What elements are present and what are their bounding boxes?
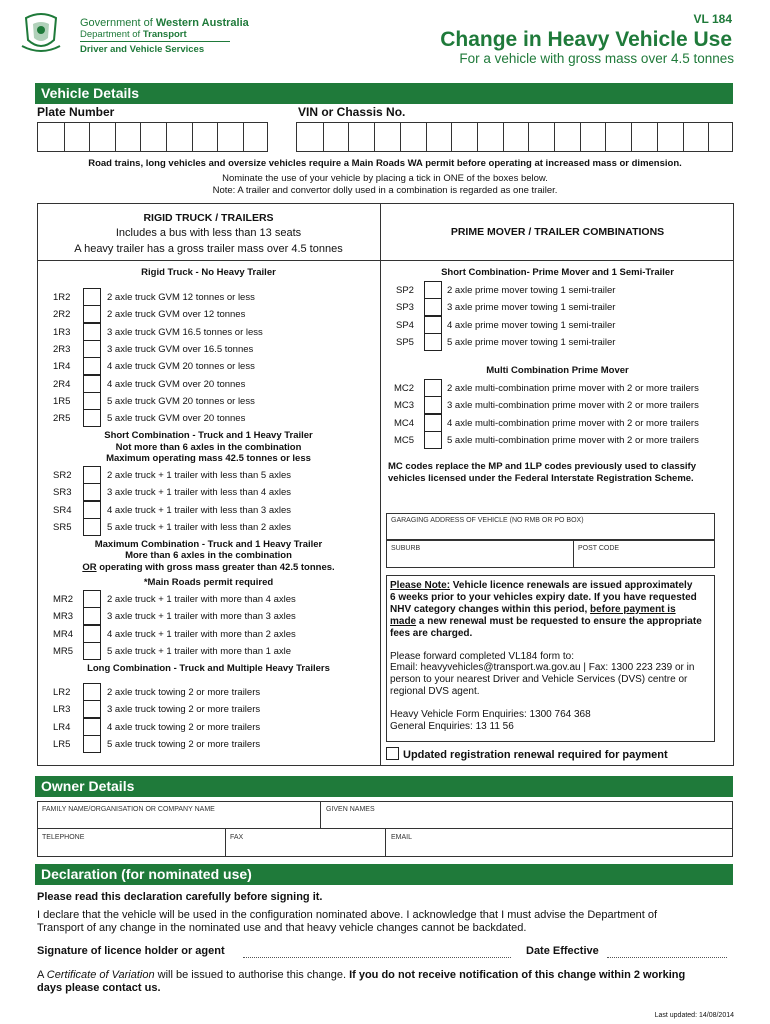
fax-field[interactable] (225, 828, 386, 857)
option-checkbox[interactable] (83, 305, 101, 323)
option-code: 1R4 (53, 361, 71, 373)
option-label: 2 axle truck + 1 trailer with less than 5 axles (107, 470, 292, 481)
telephone-label: TELEPHONE (42, 834, 85, 841)
vehicle-details-heading: Vehicle Details (35, 83, 733, 104)
option-label: 2 axle truck + 1 trailer with more than 4 axles (107, 594, 296, 605)
option-checkbox[interactable] (83, 518, 101, 536)
suburb-label: SUBURB (391, 545, 421, 552)
option-label: 4 axle truck + 1 trailer with more than 2 axles (107, 628, 296, 640)
option-code: 1R3 (53, 326, 71, 338)
plate-number-label: Plate Number (37, 105, 115, 119)
option-label: 3 axle truck towing 2 or more trailers (107, 704, 261, 716)
option-code: MC4 (394, 417, 415, 429)
option-label: 4 axle truck towing 2 or more trailers (107, 721, 261, 733)
garaging-address-field[interactable] (386, 513, 715, 540)
option-code: SR5 (53, 521, 72, 533)
char-cell (115, 123, 116, 151)
last-updated: Last updated: 14/08/2014 (654, 1012, 734, 1019)
option-code: SP3 (396, 302, 414, 314)
char-cell (580, 123, 581, 151)
option-code: SR4 (53, 504, 72, 516)
option-checkbox[interactable] (83, 607, 101, 625)
enquiries-line-2: General Enquiries: 13 11 56 (390, 721, 514, 732)
prime-group2-title: Multi Combination Prime Mover (486, 365, 629, 376)
signature-label: Signature of licence holder or agent (37, 945, 225, 957)
signature-line[interactable] (243, 957, 511, 958)
rigid-group3-title-3 (37, 562, 380, 573)
rigid-group3-title-2: More than 6 axles in the combination (125, 550, 292, 561)
option-checkbox[interactable] (424, 298, 442, 316)
option-checkbox[interactable] (83, 501, 101, 519)
char-cell (323, 123, 324, 151)
option-checkbox[interactable] (424, 281, 442, 299)
forward-line-3: person to your nearest Driver and Vehicle Services (DVS) centre or (390, 674, 688, 685)
option-checkbox[interactable] (83, 323, 101, 341)
option-label: 5 axle multi-combination prime mover with 2 or more trailers (447, 434, 699, 446)
notice-line-1 (390, 580, 710, 592)
rigid-group3-title-1: Maximum Combination - Truck and 1 Heavy Trailer (94, 539, 323, 550)
option-code: 2R4 (53, 378, 71, 390)
renewal-checkbox[interactable] (386, 747, 399, 760)
char-cell (683, 123, 684, 151)
char-cell (140, 123, 141, 151)
char-cell (451, 123, 452, 151)
date-effective-line[interactable] (607, 957, 727, 958)
renewal-label: Updated registration renewal required for payment (403, 749, 668, 761)
rigid-title: RIGID TRUCK / TRAILERS (143, 212, 274, 224)
option-checkbox[interactable] (83, 718, 101, 736)
rigid-group2-title-3: Maximum operating mass 42.5 tonnes or less (106, 453, 311, 464)
rigid-group2-title-2: Not more than 6 axles in the combination (115, 442, 302, 453)
please-note: Please Note: (390, 580, 451, 591)
given-names-field[interactable] (320, 801, 733, 829)
char-cell (554, 123, 555, 151)
option-checkbox[interactable] (83, 357, 101, 375)
cert-bold-1: If you do not receive notification of this change within 2 working (349, 969, 686, 981)
option-label: 3 axle prime mover towing 1 semi-trailer (447, 302, 616, 314)
char-cell (348, 123, 349, 151)
char-cell (166, 123, 167, 151)
rigid-sub-2: A heavy trailer has a gross trailer mass over 4.5 tonnes (74, 243, 343, 255)
option-code: SR3 (53, 487, 72, 499)
notice-l3b: before payment is (590, 604, 676, 615)
panel-column-divider (380, 203, 381, 766)
owner-details-heading: Owner Details (35, 776, 733, 797)
dept-text: Department of (80, 29, 143, 40)
form-code: VL 184 (693, 12, 732, 26)
gov-line (80, 17, 249, 29)
option-label: 3 axle truck GVM over 16.5 tonnes (107, 343, 254, 355)
notice-line-5: fees are charged. (390, 628, 473, 639)
option-label: 4 axle truck GVM over 20 tonnes (107, 378, 246, 390)
rigid-group3-title-4: *Main Roads permit required (143, 577, 274, 588)
family-name-label: FAMILY NAME/ORGANISATION OR COMPANY NAME (42, 806, 215, 813)
option-checkbox[interactable] (83, 375, 101, 393)
email-label: EMAIL (391, 834, 413, 841)
option-checkbox[interactable] (83, 683, 101, 701)
option-code: LR4 (53, 721, 71, 733)
form-title: Change in Heavy Vehicle Use (440, 28, 732, 51)
option-label: 3 axle truck + 1 trailer with less than 4 axles (107, 487, 292, 499)
char-cell (243, 123, 244, 151)
option-checkbox[interactable] (424, 431, 442, 449)
mc-note-2: vehicles licensed under the Federal Interstate Registration Scheme. (388, 473, 694, 484)
declaration-text-1: I declare that the vehicle will be used in the configuration nominated above. I acknowledge that I must advise the Department of (37, 909, 658, 921)
dvs-name: Driver and Vehicle Services (80, 44, 205, 55)
option-checkbox[interactable] (424, 379, 442, 397)
option-checkbox[interactable] (424, 316, 442, 334)
notice-l1b: Vehicle licence renewals are issued approximately (450, 580, 693, 591)
option-checkbox[interactable] (83, 590, 101, 608)
option-label: 4 axle prime mover towing 1 semi-trailer (447, 319, 616, 331)
char-cell (657, 123, 658, 151)
notice-l4b: a new renewal must be requested to ensure the appropriate (416, 616, 702, 627)
mc-note-1: MC codes replace the MP and 1LP codes previously used to classify (388, 461, 696, 472)
option-code: SR2 (53, 470, 72, 481)
option-code: 1R5 (53, 395, 71, 407)
option-label: 3 axle multi-combination prime mover with 2 or more trailers (447, 400, 699, 412)
certificate-line-1 (37, 969, 685, 981)
option-code: MC5 (394, 434, 415, 446)
option-checkbox[interactable] (83, 735, 101, 753)
option-code: 2R3 (53, 343, 71, 355)
vin-label: VIN or Chassis No. (298, 105, 406, 119)
intro-line-2: Nominate the use of your vehicle by placing a tick in ONE of the boxes below. (222, 173, 548, 184)
notice-l4a: made (390, 616, 417, 627)
option-label: 2 axle truck towing 2 or more trailers (107, 687, 261, 698)
dept-bold: Transport (142, 29, 187, 40)
option-checkbox[interactable] (83, 483, 101, 501)
postcode-field[interactable] (573, 540, 715, 568)
declaration-read: Please read this declaration carefully before signing it. (37, 891, 323, 903)
char-cell (605, 123, 606, 151)
option-label: 3 axle truck GVM 16.5 tonnes or less (107, 326, 263, 338)
option-checkbox[interactable] (83, 392, 101, 410)
garaging-address-label: GARAGING ADDRESS OF VEHICLE (NO RMB OR PO BOX) (391, 517, 584, 524)
telephone-field[interactable] (37, 828, 226, 857)
option-code: LR2 (53, 687, 71, 698)
gov-text: Government of (80, 17, 156, 29)
rigid-group1-title: Rigid Truck - No Heavy Trailer (141, 267, 276, 278)
postcode-label: POST CODE (578, 545, 620, 552)
option-code: MC3 (394, 400, 415, 412)
option-code: 2R2 (53, 309, 71, 321)
notice-line-4 (390, 616, 702, 628)
char-cell (503, 123, 504, 151)
date-effective-label: Date Effective (526, 945, 599, 957)
option-code: MR4 (53, 628, 74, 640)
char-cell (528, 123, 529, 151)
option-checkbox[interactable] (83, 700, 101, 718)
notice-l3a: NHV category changes within this period, (390, 604, 591, 615)
fax-label: FAX (230, 834, 244, 841)
cert-a: A (37, 969, 47, 981)
option-label: 5 axle prime mover towing 1 semi-trailer (447, 336, 616, 348)
prime-title: PRIME MOVER / TRAILER COMBINATIONS (450, 226, 665, 238)
option-code: SP4 (396, 319, 414, 331)
option-label: 5 axle truck + 1 trailer with less than 2 axles (107, 521, 292, 533)
wa-crest-logo (18, 10, 64, 54)
option-code: LR5 (53, 738, 71, 750)
option-checkbox[interactable] (424, 333, 442, 351)
char-cell (477, 123, 478, 151)
declaration-heading: Declaration (for nominated use) (35, 864, 733, 885)
option-label: 5 axle truck GVM over 20 tonnes (107, 413, 246, 425)
or-underlined: OR (82, 562, 97, 573)
option-code: 2R5 (53, 413, 71, 425)
header-rule (80, 41, 230, 42)
intro-line-1: Road trains, long vehicles and oversize vehicles require a Main Roads WA permit before operating at increased mass or dimension. (88, 158, 682, 169)
enquiries-line-1: Heavy Vehicle Form Enquiries: 1300 764 368 (390, 709, 591, 720)
option-code: LR3 (53, 704, 71, 716)
option-code: MR2 (53, 594, 74, 605)
forward-line-4: regional DVS agent. (390, 686, 480, 697)
option-code: MC2 (394, 383, 415, 394)
option-label: 4 axle truck + 1 trailer with less than 3 axles (107, 504, 292, 516)
option-checkbox[interactable] (83, 625, 101, 643)
rigid-group4-title: Long Combination - Truck and Multiple Heavy Trailers (87, 663, 330, 674)
option-label: 4 axle multi-combination prime mover with 2 or more trailers (447, 417, 699, 429)
plate-number-field[interactable] (37, 122, 268, 152)
option-code: SP2 (396, 285, 414, 296)
cert-b: will be issued to authorise this change. (154, 969, 350, 981)
or-rest: operating with gross mass greater than 42.5 tonnes. (96, 562, 335, 573)
option-code: MR5 (53, 645, 74, 657)
char-cell (708, 123, 709, 151)
notice-line-3 (390, 604, 676, 616)
char-cell (192, 123, 193, 151)
cert-italic: Certificate of Variation (46, 969, 155, 981)
option-checkbox[interactable] (83, 642, 101, 660)
char-cell (217, 123, 218, 151)
suburb-field[interactable] (386, 540, 574, 568)
option-code: MR3 (53, 611, 74, 623)
gov-bold: Western Australia (155, 17, 249, 29)
option-label: 5 axle truck towing 2 or more trailers (107, 738, 261, 750)
form-subtitle: For a vehicle with gross mass over 4.5 tonnes (459, 51, 734, 66)
char-cell (374, 123, 375, 151)
forward-line-1: Please forward completed VL184 form to: (390, 651, 574, 662)
option-label: 2 axle truck GVM 12 tonnes or less (107, 292, 255, 303)
given-names-label: GIVEN NAMES (326, 806, 375, 813)
option-label: 4 axle truck GVM 20 tonnes or less (107, 361, 255, 373)
option-label: 2 axle multi-combination prime mover with 2 or more trailers (447, 383, 699, 394)
char-cell (631, 123, 632, 151)
option-label: 5 axle truck + 1 trailer with more than 1 axle (107, 645, 292, 657)
rigid-group2-title-1: Short Combination - Truck and 1 Heavy Trailer (104, 430, 313, 441)
vin-field[interactable] (296, 122, 733, 152)
char-cell (426, 123, 427, 151)
dept-line (80, 29, 187, 40)
option-label: 2 axle prime mover towing 1 semi-trailer (447, 285, 616, 296)
option-checkbox[interactable] (424, 414, 442, 432)
certificate-line-2: days please contact us. (37, 982, 161, 994)
option-checkbox[interactable] (83, 466, 101, 484)
option-code: 1R2 (53, 292, 71, 303)
char-cell (64, 123, 65, 151)
option-label: 2 axle truck GVM over 12 tonnes (107, 309, 246, 321)
forward-line-2: Email: heavyvehicles@transport.wa.gov.au | Fax: 1300 223 239 or in (390, 662, 695, 673)
rigid-sub-1: Includes a bus with less than 13 seats (115, 227, 302, 239)
prime-group1-title: Short Combination- Prime Mover and 1 Semi-Trailer (441, 267, 674, 278)
char-cell (400, 123, 401, 151)
option-label: 3 axle truck + 1 trailer with more than 3 axles (107, 611, 296, 623)
char-cell (89, 123, 90, 151)
notice-line-2: 6 weeks prior to your vehicles expiry date. If you have requested (390, 592, 697, 603)
option-checkbox[interactable] (424, 396, 442, 414)
option-checkbox[interactable] (83, 288, 101, 306)
declaration-text-2: Transport of any change in the nominated use and that heavy vehicle changes cannot be backdated. (37, 922, 527, 934)
family-name-field[interactable] (37, 801, 321, 829)
option-checkbox[interactable] (83, 340, 101, 358)
option-checkbox[interactable] (83, 409, 101, 427)
intro-line-3: Note: A trailer and convertor dolly used in a combination is regarded as one trailer. (212, 185, 558, 196)
option-label: 5 axle truck GVM 20 tonnes or less (107, 395, 255, 407)
panel-header-divider (37, 260, 734, 261)
option-code: SP5 (396, 336, 414, 348)
email-field[interactable] (385, 828, 733, 857)
